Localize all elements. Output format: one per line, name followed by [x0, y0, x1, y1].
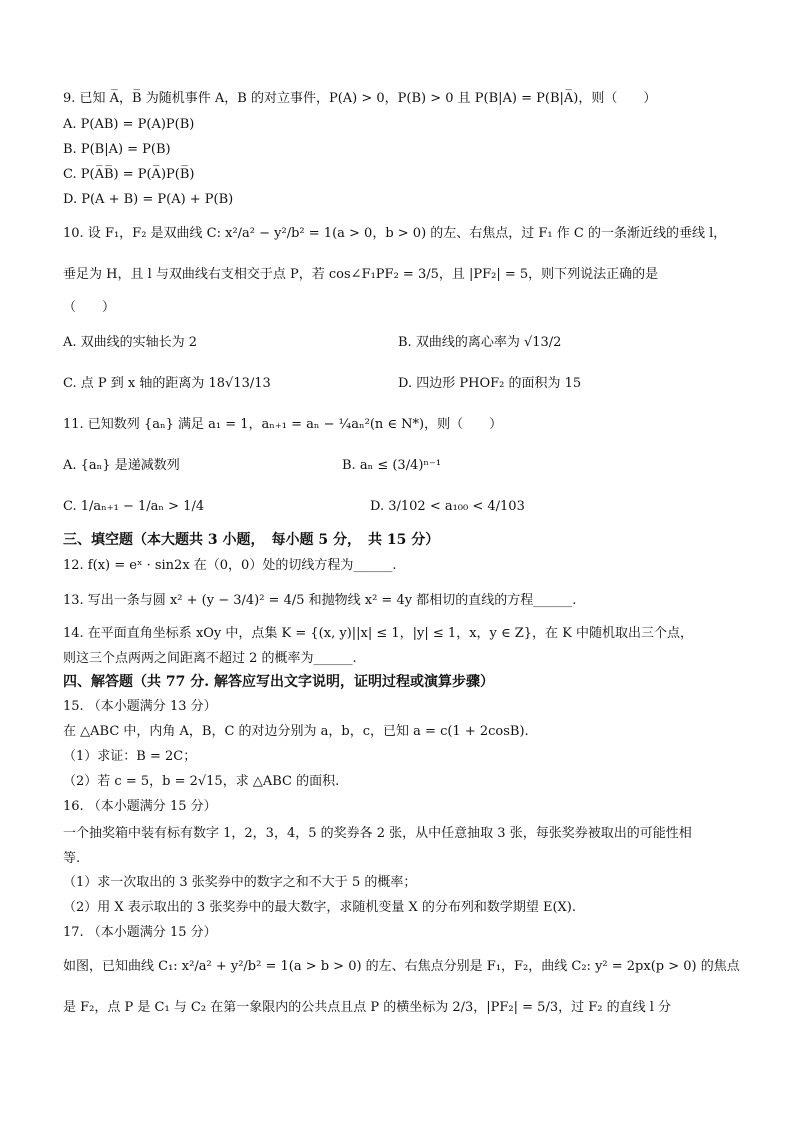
- section-4-heading: 四、解答题（共 77 分. 解答应写出文字说明，证明过程或演算步骤）: [63, 674, 494, 690]
- q14-stem-line1: 14. 在平面直角坐标系 xOy 中，点集 K = {(x, y)||x| ≤ 1，|y| ≤ 1，x，y ∈ Z}，在 K 中随机取出三个点，: [63, 626, 694, 641]
- q9-option-d: D. P(A + B) = P(A) + P(B): [63, 192, 234, 207]
- q16-stem-line2: 等.: [63, 851, 81, 866]
- q14-stem-line2: 则这三个点两两之间距离不超过 2 的概率为______.: [63, 651, 357, 666]
- q9-option-a: A. P(AB) = P(A)P(B): [63, 117, 195, 132]
- q10-answer-paren: （ ）: [63, 300, 116, 315]
- q17-stem-line2: 是 F₂，点 P 是 C₁ 与 C₂ 在第一象限内的公共点且点 P 的横坐标为 2/3，|PF₂| = 5/3，过 F₂ 的直线 l 分: [63, 1000, 672, 1015]
- q17-stem-line1: 如图，已知曲线 C₁: x²/a² + y²/b² = 1(a > b > 0) 的左、右焦点分别是 F₁，F₂，曲线 C₂: y² = 2px(p > 0) 的焦点: [63, 959, 740, 974]
- q10-option-d: D. 四边形 PHOF₂ 的面积为 15: [398, 376, 582, 391]
- q16-stem-line1: 一个抽奖箱中装有标有数字 1，2，3，4，5 的奖券各 2 张，从中任意抽取 3 张，每张奖券被取出的可能性相: [63, 826, 692, 841]
- q16-part2: （2）用 X 表示取出的 3 张奖券中的最大数字，求随机变量 X 的分布列和数学期望 E(X).: [63, 900, 576, 915]
- q10-option-a: A. 双曲线的实轴长为 2: [63, 335, 198, 350]
- q9-option-b: B. P(B|A) = P(B): [63, 142, 171, 157]
- q15-stem: 在 △ABC 中，内角 A，B，C 的对边分别为 a，b，c，已知 a = c(1 + 2cosB).: [63, 724, 529, 739]
- section-3-heading: 三、填空题（本大题共 3 小题， 每小题 5 分， 共 15 分）: [63, 532, 440, 548]
- q10-option-c: C. 点 P 到 x 轴的距离为 18√13/13: [63, 376, 271, 391]
- q11-option-a: A. {aₙ} 是递减数列: [63, 458, 180, 473]
- q16-header: 16. （本小题满分 15 分）: [63, 799, 217, 814]
- q12-stem: 12. f(x) = eˣ · sin2x 在（0，0）处的切线方程为______.: [63, 558, 397, 573]
- q9-stem: 9. 已知 A̅，B̅ 为随机事件 A，B 的对立事件，P(A) > 0，P(B) > 0 且 P(B|A) = P(B|A̅)，则（ ）: [63, 91, 657, 106]
- q10-option-b: B. 双曲线的离心率为 √13/2: [398, 335, 562, 350]
- q17-header: 17. （本小题满分 15 分）: [63, 925, 217, 940]
- q9-option-c: C. P(A̅B̅) = P(A̅)P(B̅): [63, 167, 195, 182]
- q15-header: 15. （本小题满分 13 分）: [63, 699, 217, 714]
- q11-option-b: B. aₙ ≤ (3/4)ⁿ⁻¹: [342, 458, 442, 473]
- q10-stem-line1: 10. 设 F₁，F₂ 是双曲线 C: x²/a² − y²/b² = 1(a > 0，b > 0) 的左、右焦点，过 F₁ 作 C 的一条渐近线的垂线 l，: [63, 226, 727, 241]
- q11-stem: 11. 已知数列 {aₙ} 满足 a₁ = 1，aₙ₊₁ = aₙ − ¼aₙ²(n ∈ N*)，则（ ）: [63, 417, 503, 432]
- q13-stem: 13. 写出一条与圆 x² + (y − 3/4)² = 4/5 和抛物线 x² = 4y 都相切的直线的方程______.: [63, 593, 577, 608]
- q15-part1: （1）求证：B = 2C；: [63, 749, 197, 764]
- q11-option-d: D. 3/102 < a₁₀₀ < 4/103: [370, 499, 525, 514]
- q16-part1: （1）求一次取出的 3 张奖券中的数字之和不大于 5 的概率；: [63, 875, 417, 890]
- q11-option-c: C. 1/aₙ₊₁ − 1/aₙ > 1/4: [63, 499, 205, 514]
- q10-stem-line2: 垂足为 H，且 l 与双曲线右支相交于点 P，若 cos∠F₁PF₂ = 3/5，且 |PF₂| = 5，则下列说法正确的是: [63, 267, 659, 282]
- q15-part2: （2）若 c = 5，b = 2√15，求 △ABC 的面积.: [63, 774, 340, 789]
